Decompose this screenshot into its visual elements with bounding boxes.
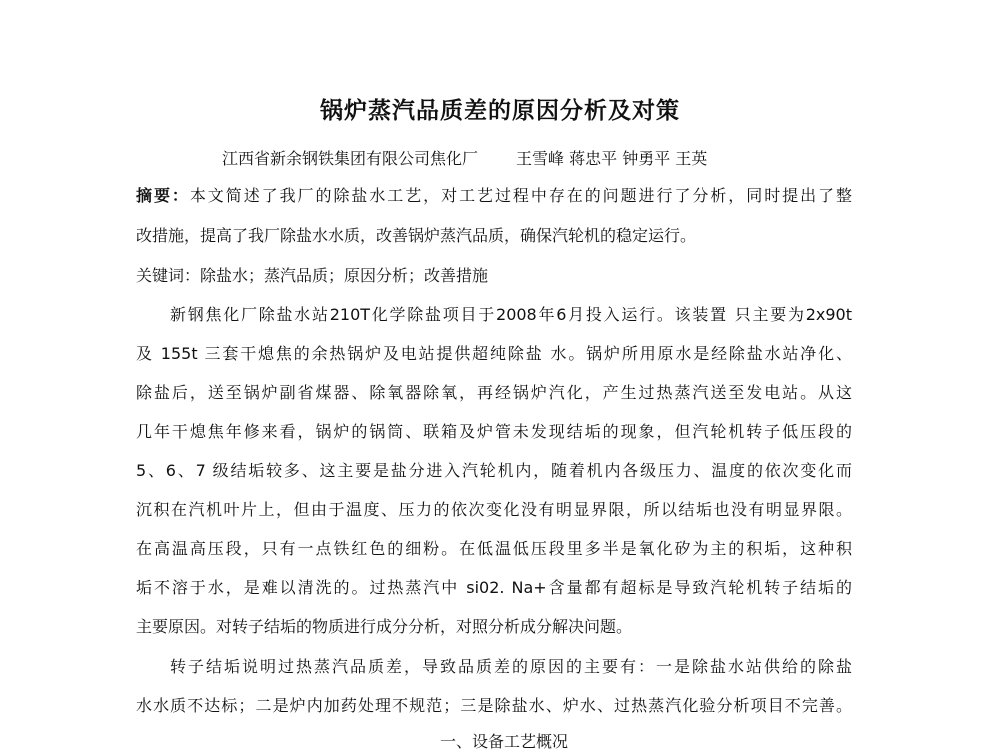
body-line: 垢不溶于水，是难以清洗的。过热蒸汽中 si02. Na+含量都有超标是导致汽轮机转子结垢的 <box>136 578 852 597</box>
author-line <box>222 146 707 169</box>
keywords-line <box>136 266 852 286</box>
body-line: 新钢焦化厂除盐水站210T化学除盐项目于2008年6月投入运行。该装置 只主要为2x90t <box>170 305 852 324</box>
abstract-line-1 <box>136 186 852 206</box>
keywords-label: 关键词： <box>136 266 201 285</box>
abstract-line-2: 改措施，提高了我厂除盐水水质，改善锅炉蒸汽品质，确保汽轮机的稳定运行。 <box>136 226 697 245</box>
body-line: 几年干熄焦年修来看，锅炉的锅筒、联箱及炉管未发现结垢的现象，但汽轮机转子低压段的 <box>136 422 852 441</box>
body-line: 沉积在汽机叶片上，但由于温度、压力的依次变化没有明显界限，所以结垢也没有明显界限。 <box>136 500 852 519</box>
body-line: 及 155t 三套干熄焦的余热锅炉及电站提供超纯除盐 水。锅炉所用原水是经除盐水站净化、 <box>136 344 852 363</box>
affiliation: 江西省新余钢铁集团有限公司焦化厂 <box>222 149 479 168</box>
body-line: 在高温高压段，只有一点铁红色的细粉。在低温低压段里多半是氧化矽为主的积垢，这种积 <box>136 539 852 558</box>
body-line: 除盐后，送至锅炉副省煤器、除氧器除氧，再经锅炉汽化，产生过热蒸汽送至发电站。从这 <box>136 383 852 402</box>
body-line: 主要原因。对转子结垢的物质进行成分分析，对照分析成分解决问题。 <box>136 617 633 636</box>
abstract-text-1: 本文简述了我厂的除盐水工艺，对工艺过程中存在的问题进行了分析，同时提出了整 <box>189 186 852 205</box>
body-line: 5、6、7 级结垢较多、这主要是盐分进入汽轮机内，随着机内各级压力、温度的依次变化而 <box>136 461 852 480</box>
cut-off-heading: 一、设备工艺概况 <box>440 732 569 751</box>
abstract-label: 摘要： <box>136 186 190 205</box>
body-line: 水水质不达标；二是炉内加药处理不规范；三是除盐水、炉水、过热蒸汽化验分析项目不完善。 <box>136 696 852 715</box>
body-line: 转子结垢说明过热蒸汽品质差，导致品质差的原因的主要有：一是除盐水站供给的除盐 <box>170 657 852 676</box>
keywords-text: 除盐水；蒸汽品质；原因分析；改善措施 <box>200 266 489 285</box>
author-names: 王雪峰 蒋忠平 钟勇平 王英 <box>516 149 708 168</box>
paper-title: 锅炉蒸汽品质差的原因分析及对策 <box>320 98 680 124</box>
